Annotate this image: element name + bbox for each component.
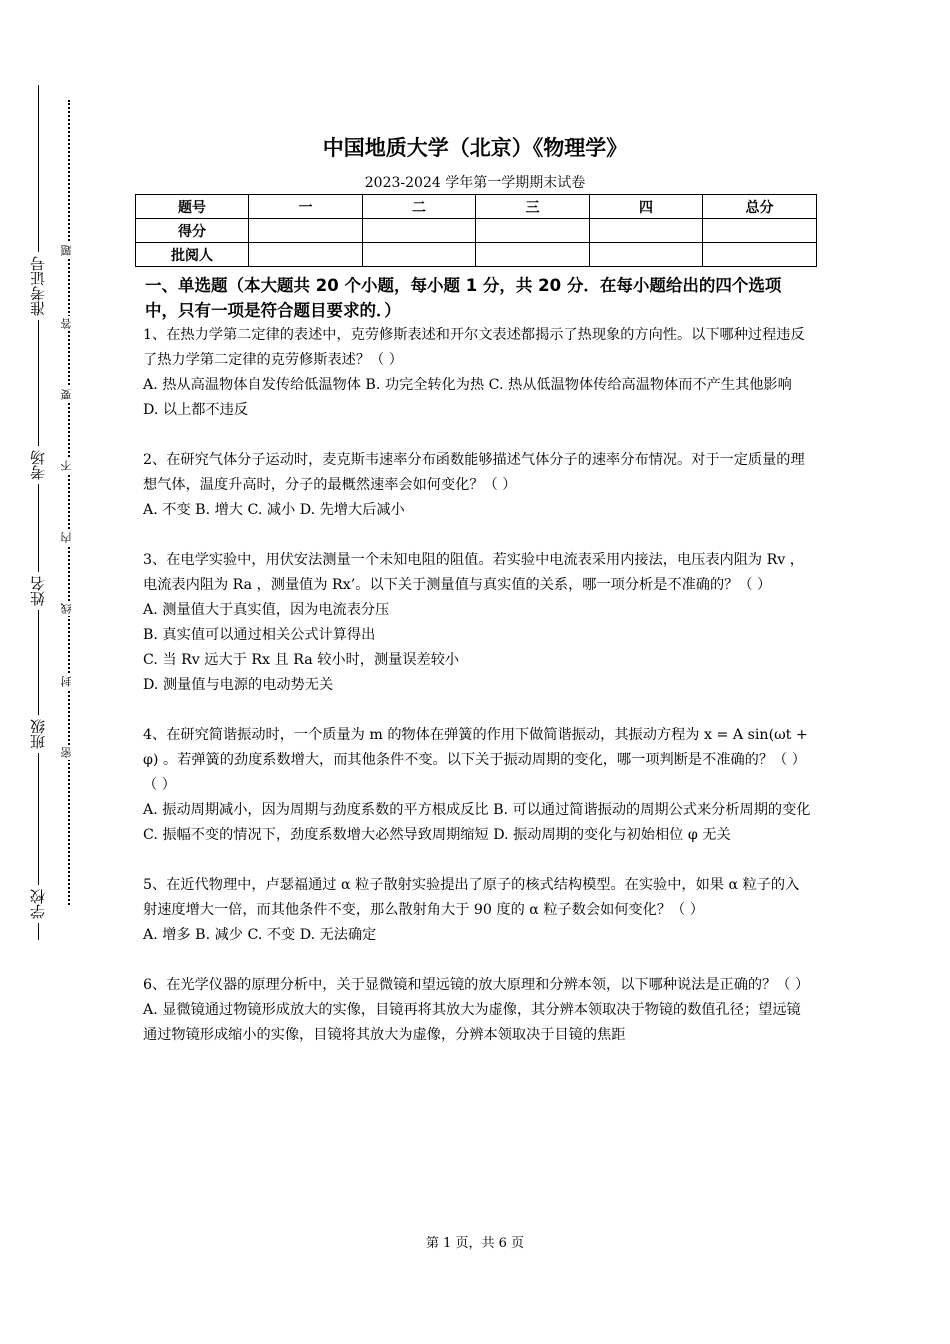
class-label: 班级 [30, 715, 46, 753]
question-stem: 2、在研究气体分子运动时，麦克斯韦速率分布函数能够描述气体分子的速率分布情况。对于一定质量的理想气体，温度升高时，分子的最概然速率会如何变化？（ ） [143, 452, 805, 493]
column-header: 四 [590, 195, 703, 219]
score-cell [363, 219, 476, 243]
question-1 [143, 323, 811, 423]
seal-dotted-line [68, 100, 70, 905]
seal-char: 内 [60, 532, 73, 543]
binding-line [38, 85, 39, 940]
question-options: A. 不变 B. 增大 C. 减小 D. 先增大后减小 [143, 502, 405, 518]
option-d: D. 测量值与电源的电动势无关 [143, 677, 334, 693]
score-cell [249, 219, 363, 243]
column-header: 题号 [136, 195, 249, 219]
score-cell [703, 219, 817, 243]
question-6 [143, 973, 811, 1048]
question-options: A. 振动周期减小，因为周期与劲度系数的平方根成反比 B. 可以通过简谐振动的周期公式来分析周期的变化 C. 振幅不变的情况下，劲度系数增大必然导致周期缩短 D. 振动周期的变化与初始相位 φ 无关 [143, 802, 811, 843]
score-cell [476, 219, 590, 243]
reviewer-cell [703, 243, 817, 267]
reviewer-row [136, 243, 817, 267]
reviewer-cell [590, 243, 703, 267]
score-table [135, 194, 817, 267]
seal-char: 不 [60, 460, 73, 471]
reviewer-cell [249, 243, 363, 267]
page-footer: 第 1 页，共 6 页 [425, 1236, 525, 1251]
school-label: 学校 [30, 885, 46, 923]
option-b: B. 真实值可以通过相关公式计算得出 [143, 627, 376, 643]
exam-content [143, 273, 811, 1048]
question-stem: 3、在电学实验中，用伏安法测量一个未知电阻的阻值。若实验中电流表采用内接法，电压表内阻为 Rv ，电流表内阻为 Ra ，测量值为 Rx’。以下关于测量值与真实值的关系，哪一项分析是不准确的？（ ） [143, 552, 804, 593]
question-5 [143, 873, 811, 948]
row-label: 批阅人 [136, 243, 249, 267]
reviewer-cell [476, 243, 590, 267]
seal-char: 线 [60, 603, 73, 614]
question-options: A. 增多 B. 减少 C. 不变 D. 无法确定 [143, 927, 377, 943]
section-heading: 一、单选题（本大题共 20 个小题，每小题 1 分，共 20 分．在每小题给出的四个选项中，只有一项是符合题目要求的．） [145, 276, 782, 320]
exam-title: 中国地质大学（北京）《物理学》 [322, 136, 628, 160]
seal-char: 答 [60, 318, 73, 329]
option-a: A. 测量值大于真实值，因为电流表分压 [143, 602, 390, 618]
column-header: 总分 [703, 195, 817, 219]
exam-id-label: 准考证号 [30, 252, 46, 320]
question-stem: 6、在光学仪器的原理分析中，关于显微镜和望远镜的放大原理和分辨本领，以下哪种说法是正确的？（ ） [143, 977, 810, 993]
question-options: A. 显微镜通过物镜形成放大的实像，目镜再将其放大为虚像，其分辨本领取决于物镜的数值孔径；望远镜通过物镜形成缩小的实像，目镜将其放大为虚像，分辨本领取决于目镜的焦距 [143, 1002, 801, 1043]
question-stem: 5、在近代物理中，卢瑟福通过 α 粒子散射实验提出了原子的核式结构模型。在实验中，如果 α 粒子的入射速度增大一倍，而其他条件不变，那么散射角大于 90 度的 α 粒子数会如何变化？（ ） [143, 877, 800, 918]
name-label: 姓名 [30, 572, 46, 610]
question-stem: 4、在研究简谐振动时，一个质量为 m 的物体在弹簧的作用下做简谐振动，其振动方程为 x = A sin(ωt + φ) 。若弹簧的劲度系数增大，而其他条件不变。以下关于振动周期的变化，哪一项判断是不准确的？（ ） （ ） [143, 727, 808, 793]
column-header: 一 [249, 195, 363, 219]
seal-char: 题 [60, 245, 73, 256]
question-options: A. 热从高温物体自发传给低温物体 B. 功完全转化为热 C. 热从低温物体传给高温物体而不产生其他影响 D. 以上都不违反 [143, 377, 792, 418]
score-row [136, 219, 817, 243]
reviewer-cell [363, 243, 476, 267]
seal-char: 封 [60, 676, 73, 687]
exam-subtitle: 2023-2024 学年第一学期期末试卷 [364, 175, 586, 191]
question-3 [143, 548, 811, 698]
question-4 [143, 723, 811, 848]
exam-room-label: 考场 [30, 446, 46, 484]
seal-char: 要 [60, 389, 73, 400]
row-label: 得分 [136, 219, 249, 243]
column-header: 三 [476, 195, 590, 219]
question-stem: 1、在热力学第二定律的表述中，克劳修斯表述和开尔文表述都揭示了热现象的方向性。以下哪种过程违反了热力学第二定律的克劳修斯表述？（ ） [143, 327, 805, 368]
seal-char: 密 [60, 747, 73, 758]
column-header: 二 [363, 195, 476, 219]
score-cell [590, 219, 703, 243]
score-table-header [136, 195, 817, 219]
option-c: C. 当 Rv 远大于 Rx 且 Ra 较小时，测量误差较小 [143, 652, 460, 668]
question-2 [143, 448, 811, 523]
